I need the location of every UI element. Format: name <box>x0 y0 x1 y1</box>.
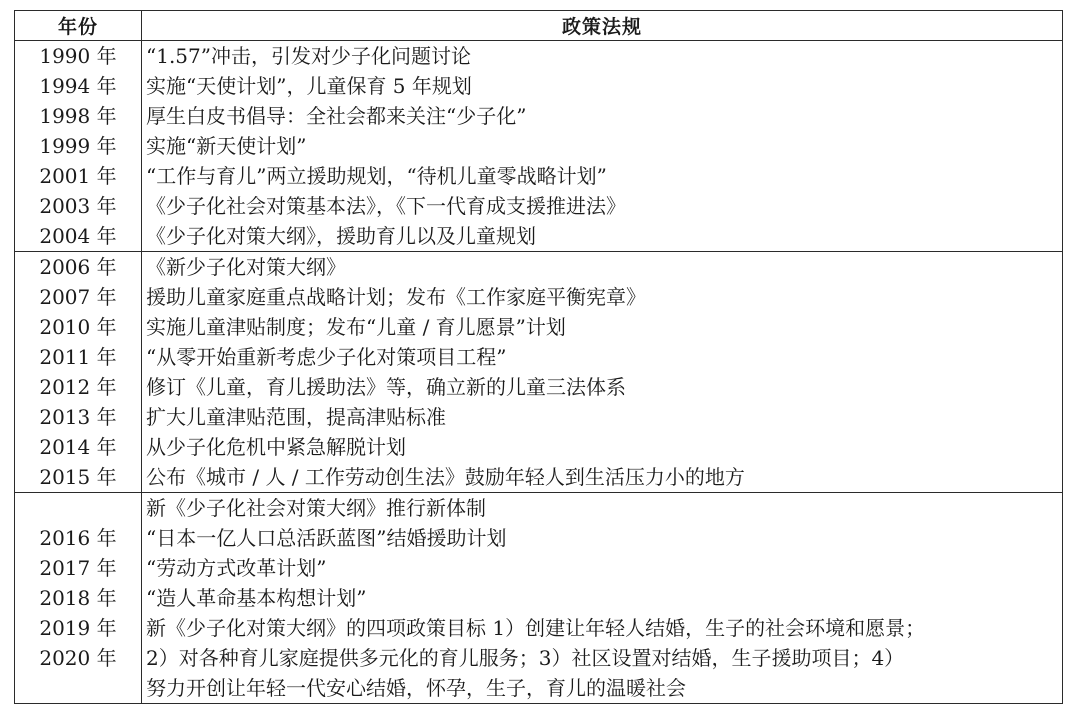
year-label: 2017 年 <box>39 556 117 580</box>
year-label: 2016 年 <box>39 526 117 550</box>
policy-text: 从少子化危机中紧急解脱计划 <box>146 435 406 459</box>
year-label: 1994 年 <box>39 74 117 98</box>
year-label: 2011 年 <box>39 345 117 369</box>
year-label: 2001 年 <box>39 164 117 188</box>
policy-text: 扩大儿童津贴范围，提高津贴标准 <box>146 405 446 429</box>
year-label: 1999 年 <box>39 134 117 158</box>
policy-cell <box>142 41 1062 251</box>
policy-text: 努力开创让年轻一代安心结婚，怀孕，生子，育儿的温暖社会 <box>146 676 686 700</box>
policy-text: 《新少子化对策大纲》 <box>146 255 346 279</box>
policy-cell <box>142 492 1062 703</box>
policy-text: 实施儿童津贴制度；发布“儿童 / 育儿愿景”计划 <box>146 315 566 339</box>
policy-text: 厚生白皮书倡导：全社会都来关注“少子化” <box>146 104 527 128</box>
policy-text: 援助儿童家庭重点战略计划；发布《工作家庭平衡宪章》 <box>146 285 646 309</box>
year-label: 2014 年 <box>39 435 117 459</box>
year-label: 2013 年 <box>39 405 117 429</box>
policy-column-header: 政策法规 <box>142 11 1062 41</box>
policy-text: 新《少子化对策大纲》的四项政策目标 1）创建让年轻人结婚，生子的社会环境和愿景； <box>146 616 926 640</box>
policy-text: “日本一亿人口总活跃蓝图”结婚援助计划 <box>146 526 507 550</box>
year-label: 2018 年 <box>39 586 117 610</box>
policy-table <box>14 10 1063 704</box>
year-label: 2007 年 <box>39 285 117 309</box>
year-label: 2006 年 <box>39 255 117 279</box>
year-cell <box>15 251 142 492</box>
year-cell <box>15 492 142 703</box>
year-column-header: 年份 <box>15 11 142 41</box>
year-label <box>15 493 141 523</box>
year-label: 1998 年 <box>39 104 117 128</box>
policy-text: 修订《儿童，育儿援助法》等，确立新的儿童三法体系 <box>146 375 626 399</box>
year-label: 2003 年 <box>39 194 117 218</box>
year-label: 2010 年 <box>39 315 117 339</box>
year-cell <box>15 41 142 251</box>
policy-text: 实施“新天使计划” <box>146 134 307 158</box>
policy-text: “劳动方式改革计划” <box>146 556 327 580</box>
year-label <box>15 673 141 703</box>
policy-text: “造人革命基本构想计划” <box>146 586 367 610</box>
policy-text: 实施“天使计划”，儿童保育 5 年规划 <box>146 74 472 98</box>
policy-text: 新《少子化社会对策大纲》推行新体制 <box>146 496 486 520</box>
policy-text: “工作与育儿”两立援助规划，“待机儿童零战略计划” <box>146 164 607 188</box>
policy-text: 《少子化对策大纲》，援助育儿以及儿童规划 <box>146 224 536 248</box>
year-label: 1990 年 <box>39 44 117 68</box>
year-label: 2012 年 <box>39 375 117 399</box>
year-label: 2020 年 <box>39 646 117 670</box>
policy-text: 公布《城市 / 人 / 工作劳动创生法》鼓励年轻人到生活压力小的地方 <box>146 465 745 489</box>
policy-text: “1.57”冲击，引发对少子化问题讨论 <box>146 44 471 68</box>
year-label: 2015 年 <box>39 465 117 489</box>
policy-text: “从零开始重新考虑少子化对策项目工程” <box>146 345 507 369</box>
year-label: 2004 年 <box>39 224 117 248</box>
policy-text: 《少子化社会对策基本法》，《下一代育成支援推进法》 <box>146 194 626 218</box>
policy-text: 2）对各种育儿家庭提供多元化的育儿服务；3）社区设置对结婚，生子援助项目；4） <box>146 646 905 670</box>
policy-cell <box>142 251 1062 492</box>
year-label: 2019 年 <box>39 616 117 640</box>
